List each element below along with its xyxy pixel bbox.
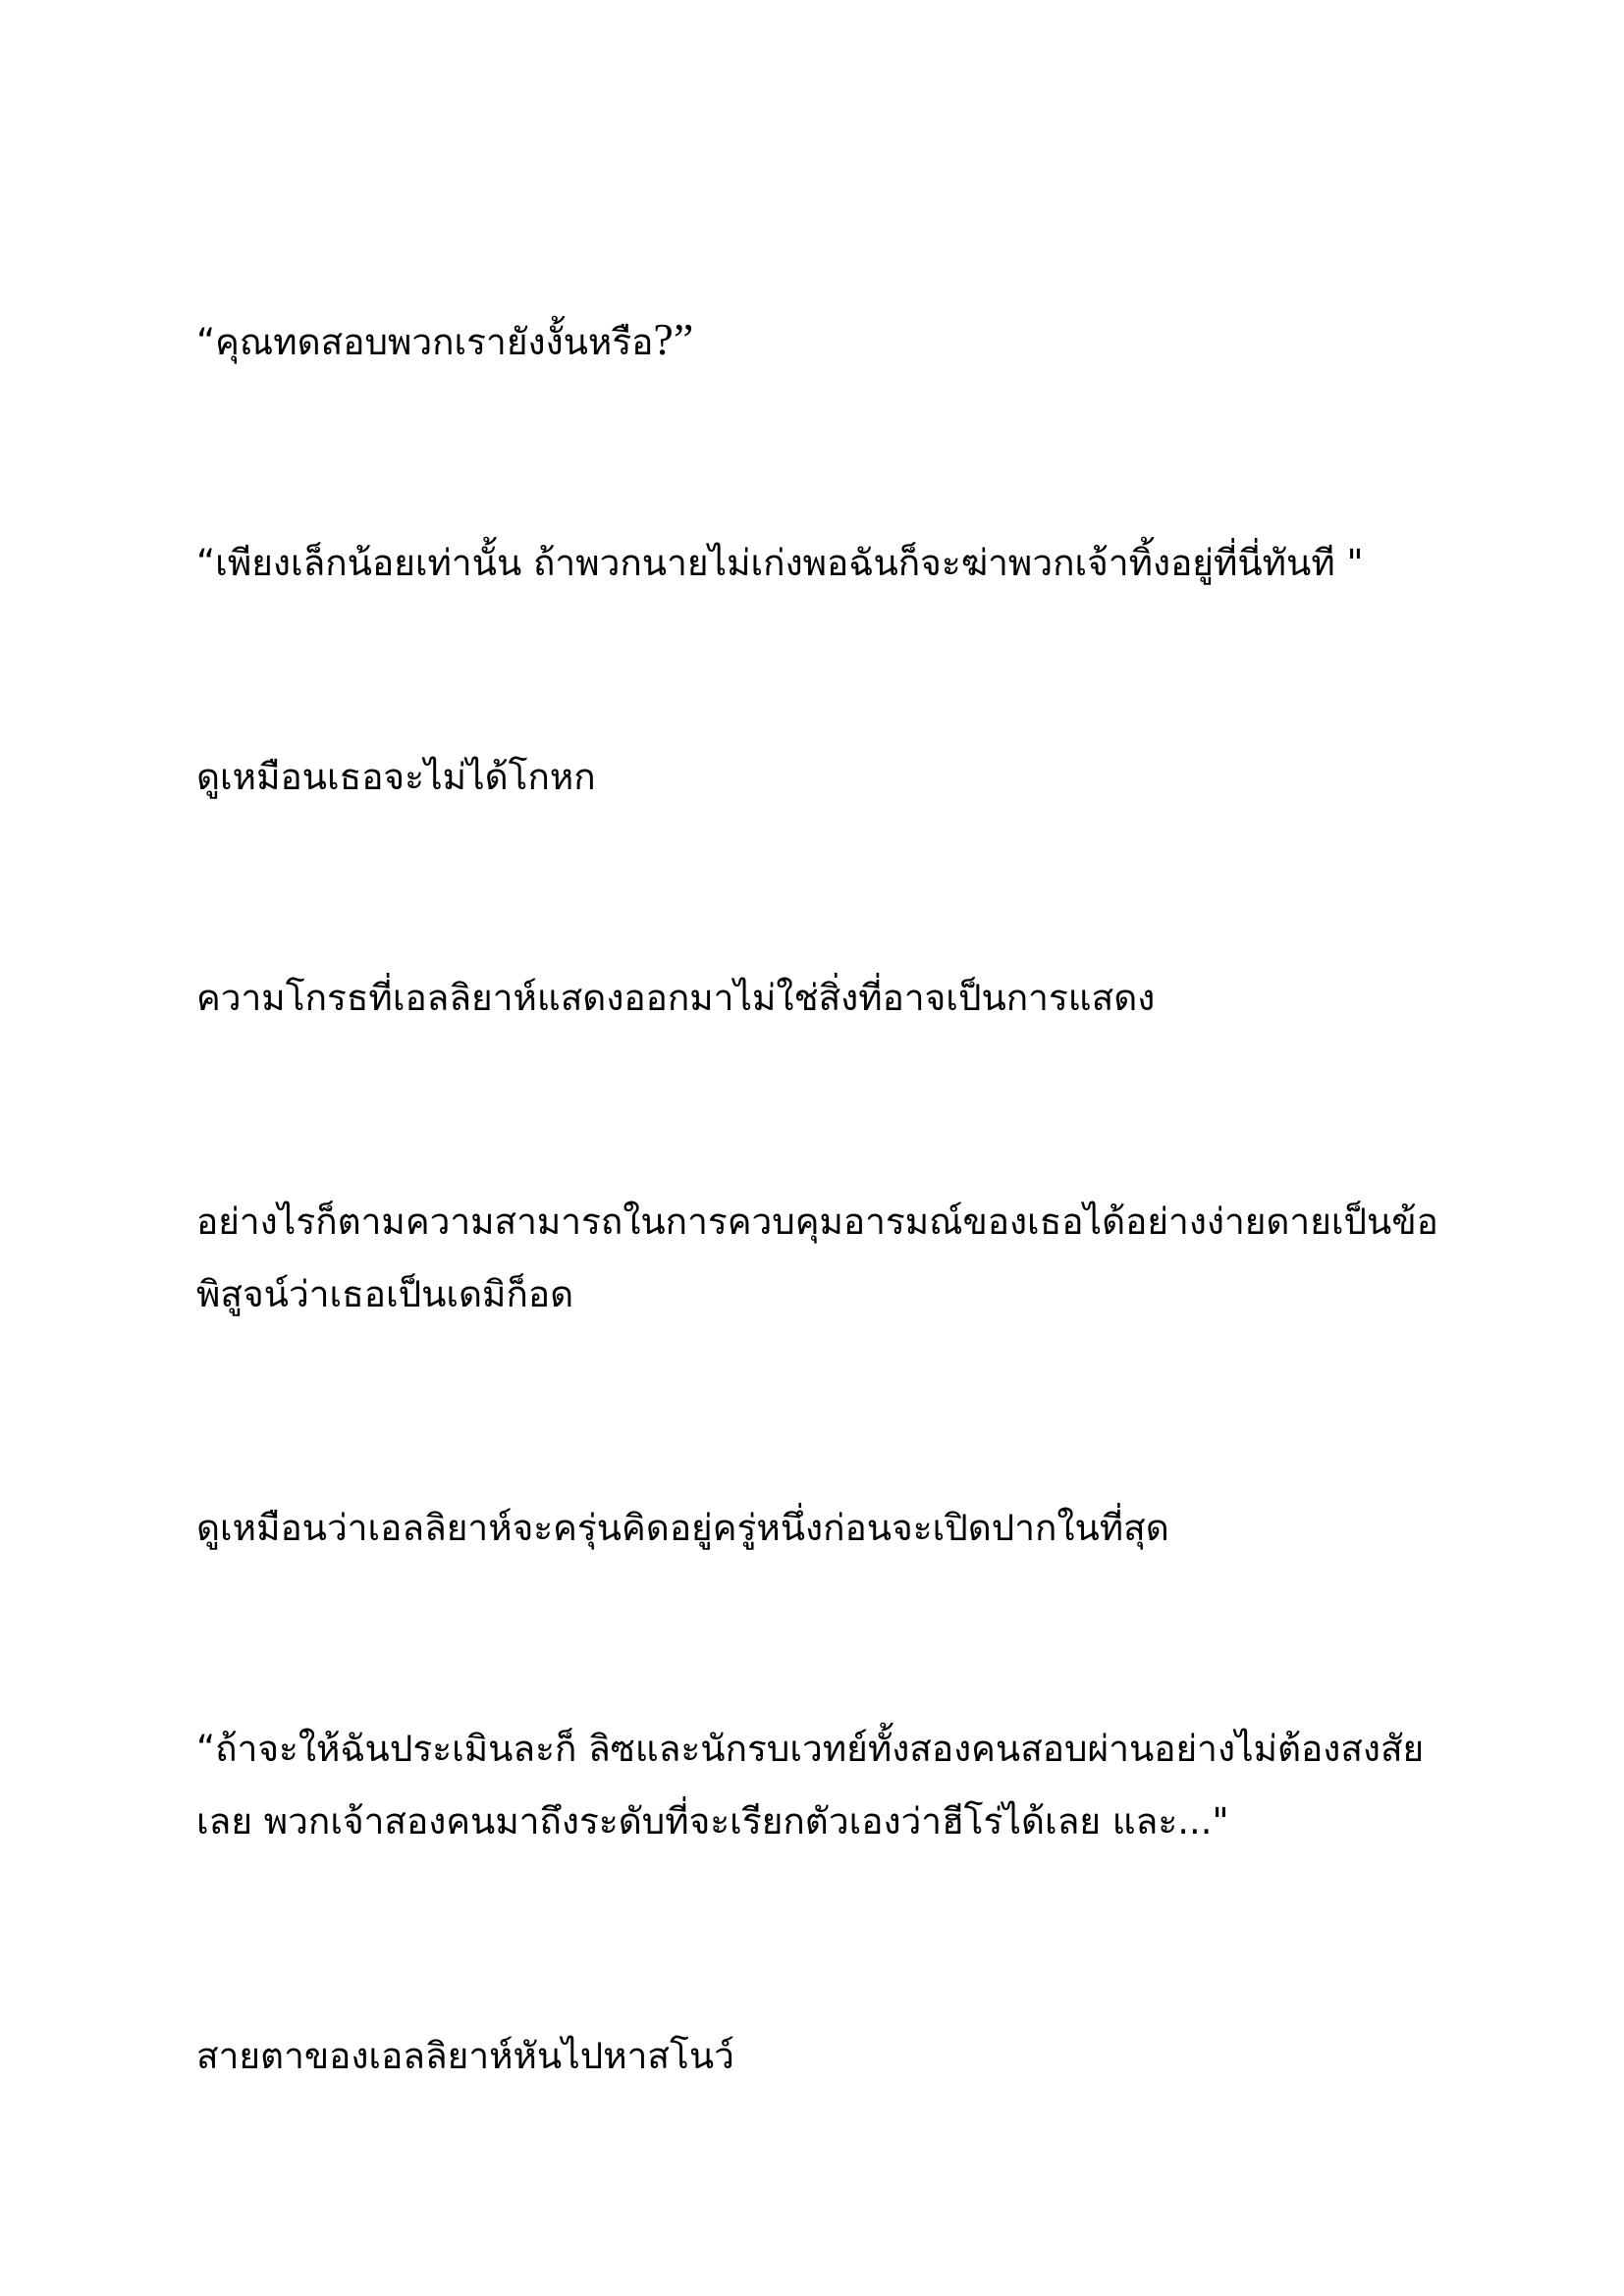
paragraph-4: ความโกรธที่เอลลิยาห์แสดงออกมาไม่ใช่สิ่งที่อาจเป็นการแสดง: [196, 977, 1156, 1019]
paragraph-7: [196, 1713, 1434, 1858]
paragraph-7-line-1: “ถ้าจะให้ฉันประเมินละก็ ลิซและนักรบเวทย์ทั้งสองคนสอบผ่านอย่างไม่ต้องสงสัย: [196, 1728, 1425, 1770]
paragraph-7-line-2: เลย พวกเจ้าสองคนมาถึงระดับที่จะเรียกตัวเองว่าฮีโร่ได้เลย และ...": [196, 1800, 1229, 1842]
paragraph-5: [196, 1186, 1438, 1331]
paragraph-5-line-1: อย่างไรก็ตามความสามารถในการควบคุมอารมณ์ของเธอได้อย่างง่ายดายเป็นข้อ: [196, 1201, 1438, 1243]
paragraph-1: [196, 303, 1434, 379]
paragraph-6: ดูเหมือนว่าเอลลิยาห์จะครุ่นคิดอยู่ครู่หนึ่งก่อนจะเปิดปากในที่สุด: [196, 1507, 1169, 1549]
paragraph-8: สายตาของเอลลิยาห์หันไปหาสโนว์: [196, 2035, 734, 2077]
paragraph-5-line-2: พิสูจน์ว่าเธอเป็นเดมิก็อด: [196, 1273, 574, 1315]
paragraph-1-text: “คุณทดสอบพวกเรายังงั้นหรือ: [196, 321, 654, 363]
paragraph-2: “เพียงเล็กน้อยเท่านั้น ถ้าพวกนายไม่เก่งพอฉันก็จะฆ่าพวกเจ้าทิ้งอยู่ที่นี่ทันที ": [196, 542, 1364, 584]
paragraph-3: ดูเหมือนเธอจะไม่ได้โกหก: [196, 756, 596, 798]
paragraph-1-closing-mark: ?”: [653, 314, 694, 364]
